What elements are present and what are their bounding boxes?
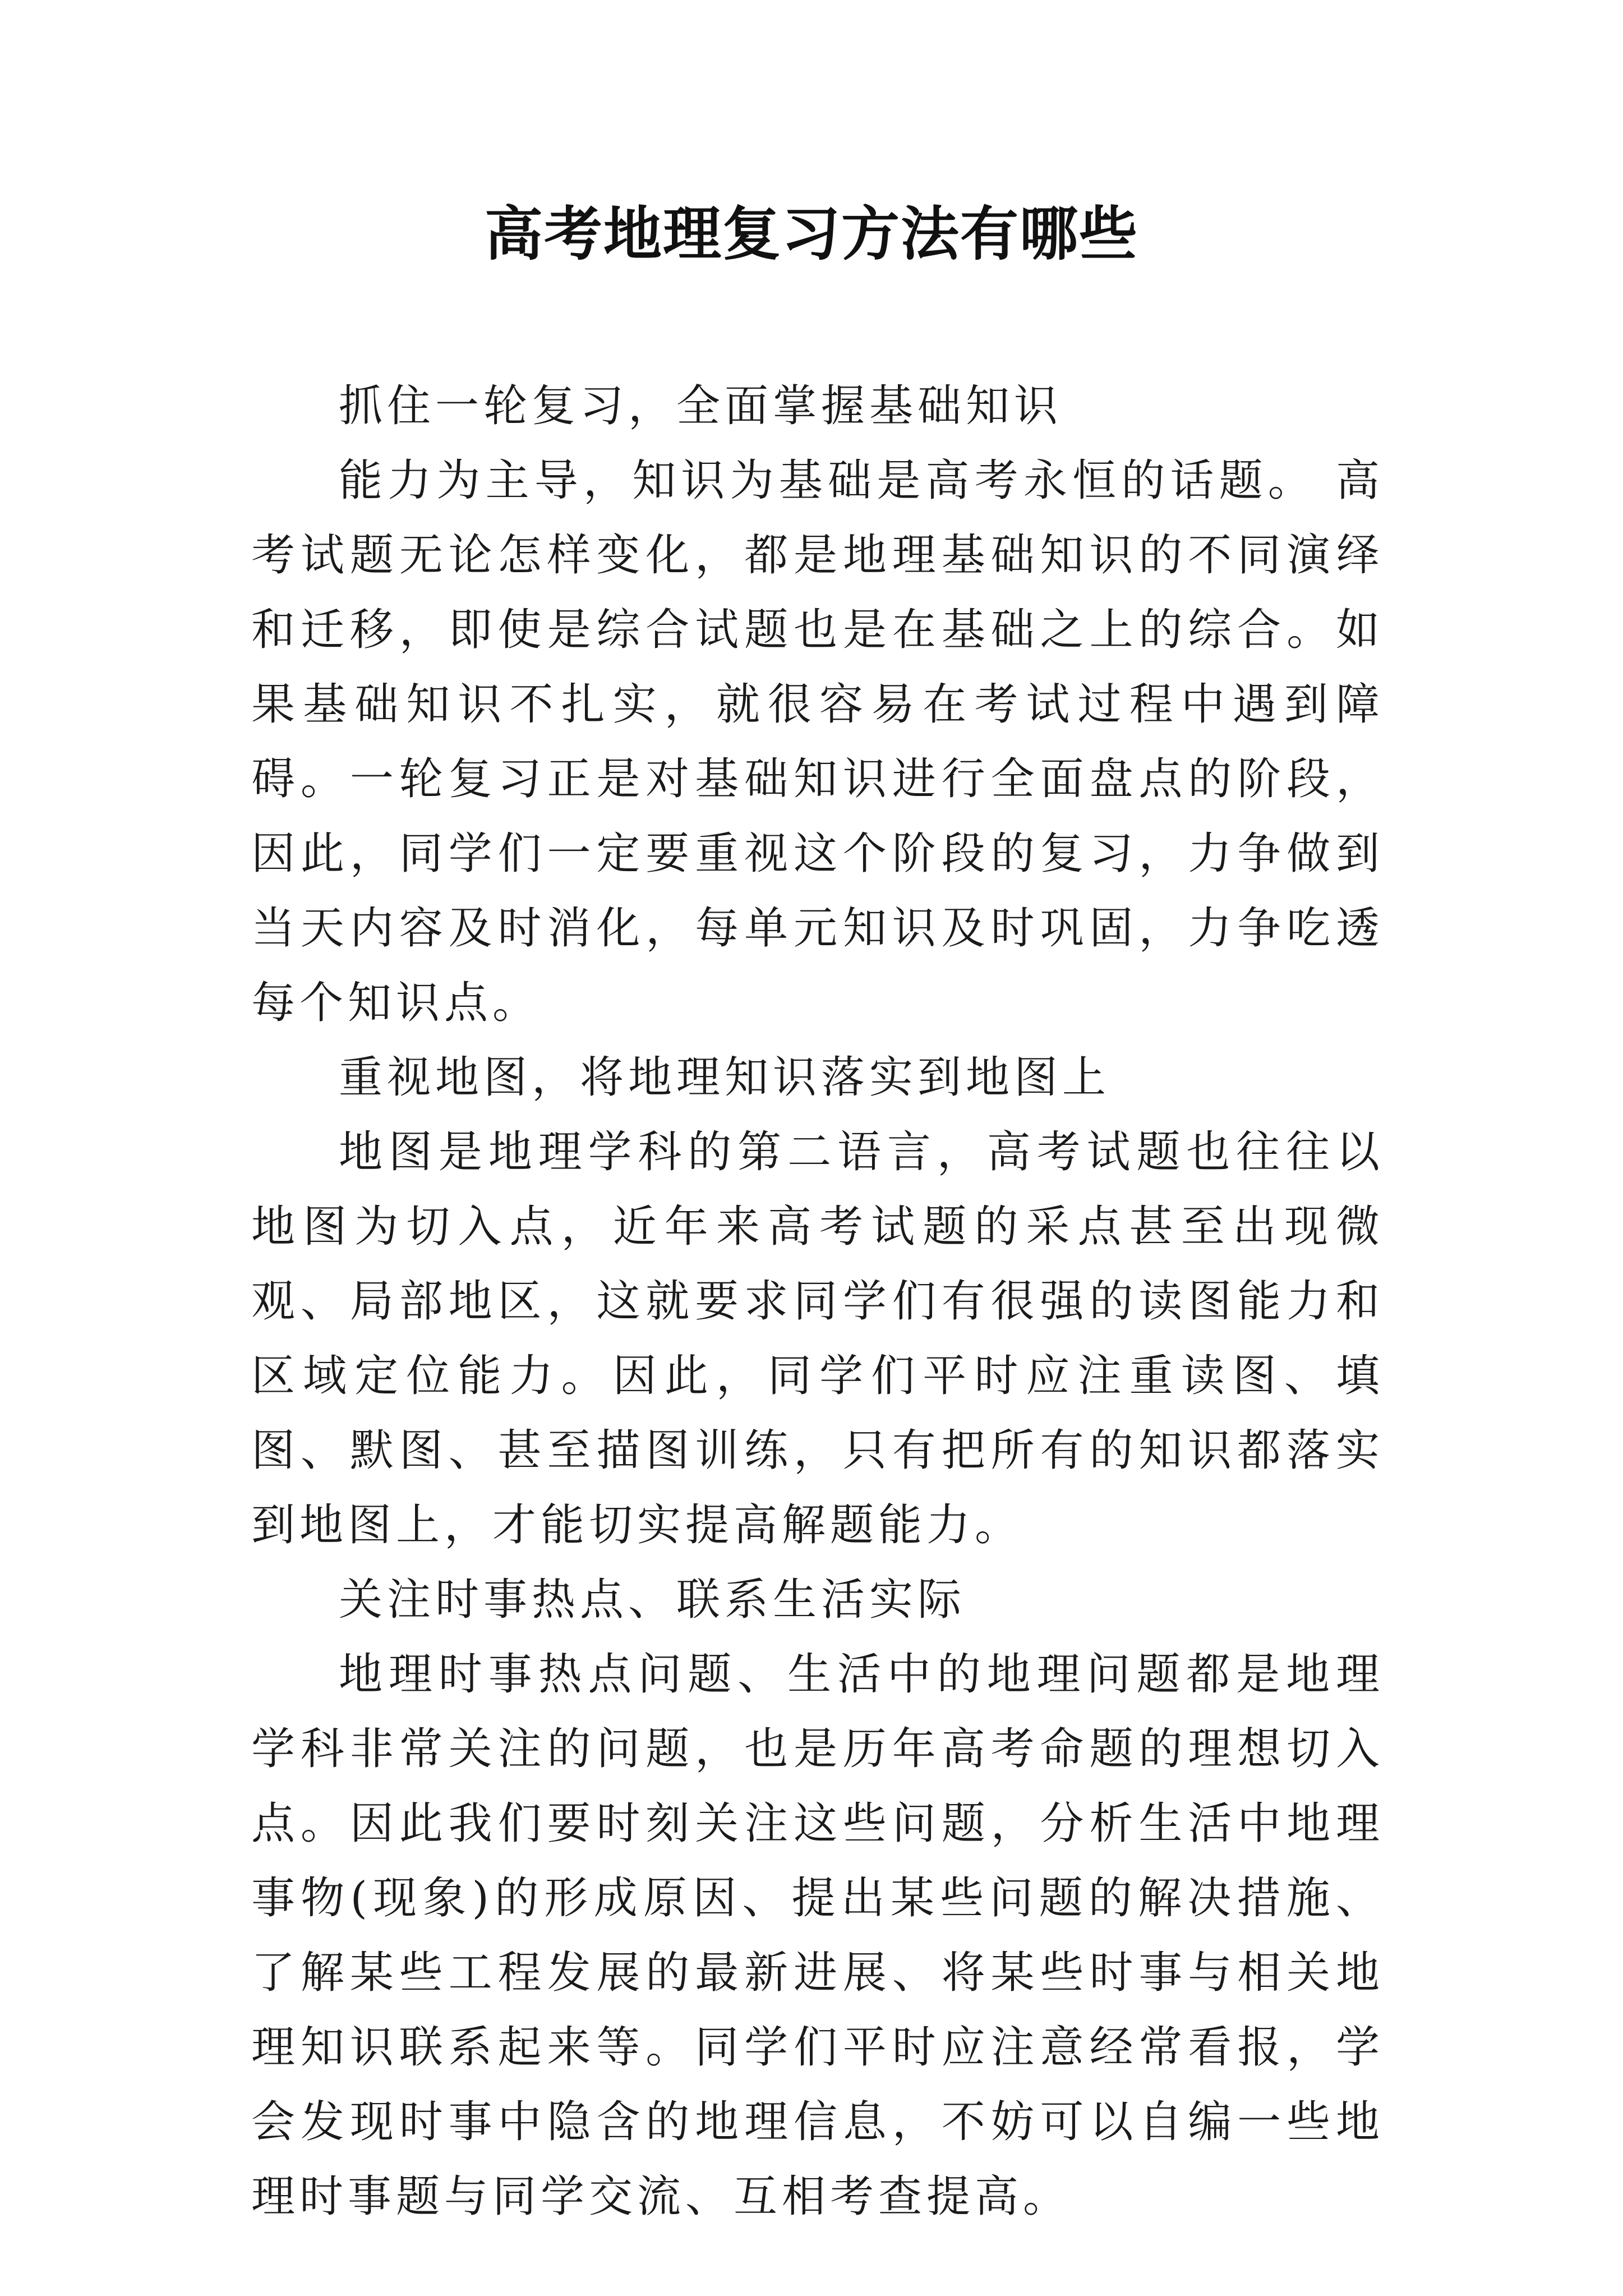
section-paragraph-2: 地图是地理学科的第二语言，高考试题也往往以地图为切入点，近年来高考试题的采点甚至出现微观、局部地区，这就要求同学们有很强的读图能力和区域定位能力。因此，同学们平时应注重读图、填图、默图、甚至描图训练，只有把所有的知识都落实到地图上，才能切实提高解题能力。 xyxy=(251,1127,1384,1550)
section-paragraph-3: 地理时事热点问题、生活中的地理问题都是地理学科非常关注的问题，也是历年高考命题的理想切入点。因此我们要时刻关注这些问题，分析生活中地理事物(现象)的形成原因、提出某些问题的解决措施、了解某些工程发展的最新进展、将某些时事与相关地理知识联系起来等。同学们平时应注意经常看报，学会发现时事中隐含的地理信息，不妨可以自编一些地理时事题与同学交流、互相考查提高。 xyxy=(251,1649,1384,2222)
document-body xyxy=(251,369,1384,2234)
document-title: 高考地理复习方法有哪些 xyxy=(484,199,1138,268)
section-heading-3: 关注时事热点、联系生活实际 xyxy=(339,1575,966,1625)
section-paragraph-1: 能力为主导，知识为基础是高考永恒的话题。 高考试题无论怎样变化，都是地理基础知识的不同演绎和迁移，即使是综合试题也是在基础之上的综合。如果基础知识不扎实，就很容易在考试过程中遇到障碍。一轮复习正是对基础知识进行全面盘点的阶段，因此，同学们一定要重视这个阶段的复习，力争做到当天内容及时消化，每单元知识及时巩固，力争吃透每个知识点。 xyxy=(251,455,1384,1028)
section-heading-2: 重视地图，将地理知识落实到地图上 xyxy=(339,1052,1111,1103)
section-heading-1: 抓住一轮复习，全面掌握基础知识 xyxy=(339,381,1063,431)
